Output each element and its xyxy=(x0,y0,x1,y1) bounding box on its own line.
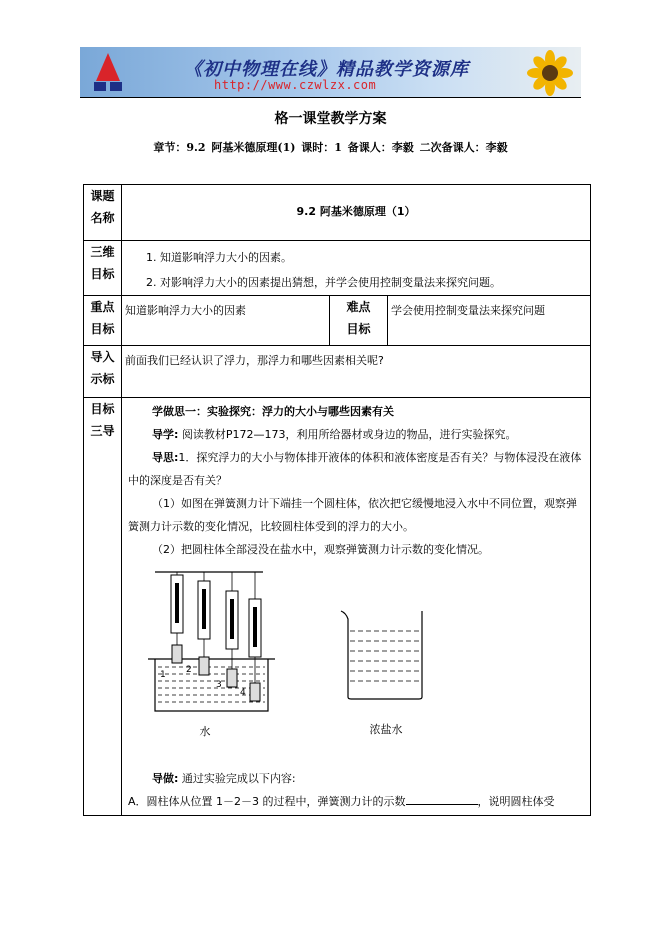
intro-cell xyxy=(122,346,591,398)
key-value: 知道影响浮力大小的因素 xyxy=(125,304,246,317)
goals-label: 三维 目标 xyxy=(84,241,122,296)
difficulty-value: 学会使用控制变量法来探究问题 xyxy=(391,304,545,317)
goals-cell xyxy=(122,241,591,296)
document-title: 格一课堂教学方案 xyxy=(274,111,387,127)
banner-title: 《初中物理在线》精品教学资源库 xyxy=(184,59,469,80)
header-divider xyxy=(80,97,581,98)
topic-value: 9.2 阿基米德原理（1） xyxy=(296,205,416,218)
position-label: 4 xyxy=(240,688,246,698)
experiment-diagram xyxy=(128,561,588,761)
guidance-label: 目标 三导 xyxy=(84,398,122,816)
row-guidance xyxy=(84,398,591,816)
difficulty-value-cell xyxy=(388,296,591,346)
document-meta: 章节：9.2 阿基米德原理(1) 课时：1 备课人：李毅 二次备课人：李毅 xyxy=(153,141,508,154)
row-topic xyxy=(84,185,591,241)
goal-item: 1. 知道影响浮力大小的因素。 xyxy=(146,251,292,264)
intro-label: 导入 示标 xyxy=(84,346,122,398)
study-paragraph: 导学: 阅读教材P172—173，利用所给器材或身边的物品，进行实验探究。 xyxy=(152,428,517,441)
row-key-difficulty xyxy=(84,296,591,346)
intro-value: 前面我们已经认识了浮力，那浮力和哪些因素相关呢? xyxy=(125,354,384,367)
topic-label: 课题 名称 xyxy=(84,185,122,241)
banner-url: http://www.czwlzx.com xyxy=(214,78,377,92)
position-label: 1 xyxy=(160,670,166,680)
goal-item: 2. 对影响浮力大小的因素提出猜想，并学会使用控制变量法来探究问题。 xyxy=(146,276,501,289)
key-value-cell xyxy=(122,296,330,346)
position-label: 3 xyxy=(216,680,222,690)
row-goals xyxy=(84,241,591,296)
sunflower-icon xyxy=(523,49,577,97)
difficulty-label: 难点 目标 xyxy=(330,296,388,346)
answer-blank[interactable] xyxy=(406,792,478,805)
row-intro xyxy=(84,346,591,398)
think-paragraph-3: （2）把圆柱体全部浸没在盐水中，观察弹簧测力计示数的变化情况。 xyxy=(152,543,489,556)
site-logo-icon xyxy=(88,51,128,93)
item-a: A．圆柱体从位置 1－2－3 的过程中，弹簧测力计的示数 ，说明圆柱体受 xyxy=(128,790,584,815)
guidance-cell xyxy=(122,398,591,816)
topic-value-cell xyxy=(122,185,591,241)
experiment-figure xyxy=(128,561,584,761)
header-banner xyxy=(80,47,581,98)
lesson-plan-table xyxy=(83,184,591,816)
do-paragraph: 导做: 通过实验完成以下内容: xyxy=(152,772,296,785)
think-paragraph-2: （1）如图在弹簧测力计下端挂一个圆柱体，依次把它缓慢地浸入水中不同位置，观察弹簧测力计示数的变化情况，比较圆柱体受到的浮力的大小。 xyxy=(128,497,577,533)
think-paragraph-1: 导思:1．探究浮力的大小与物体排开液体的体积和液体密度是否有关？与物体浸没在液体中的深度是否有关？ xyxy=(128,451,582,487)
key-label: 重点 目标 xyxy=(84,296,122,346)
think-section-title: 学做思一：实验探究：浮力的大小与哪些因素有关 xyxy=(152,405,394,418)
salt-water-label: 浓盐水 xyxy=(369,723,403,736)
position-label: 2 xyxy=(186,665,192,675)
water-label: 水 xyxy=(199,725,211,738)
